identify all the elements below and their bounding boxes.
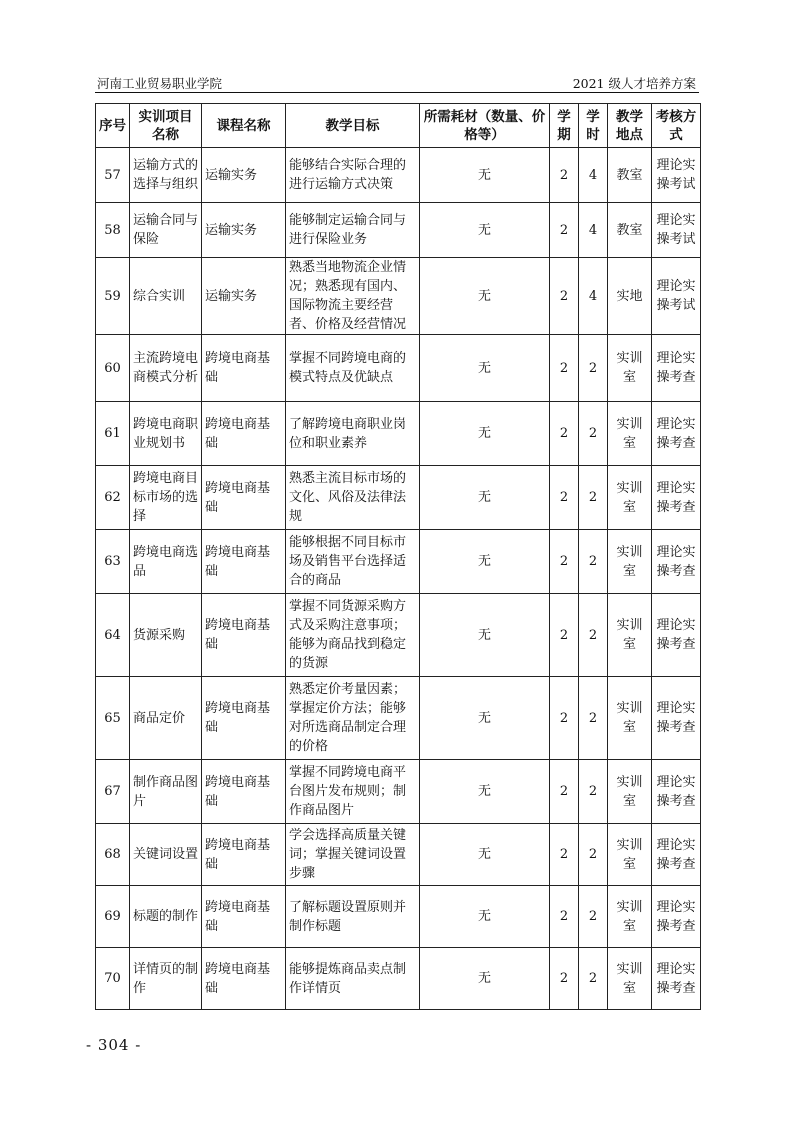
- cell-no: 61: [96, 402, 130, 466]
- cell-term: 2: [550, 148, 579, 203]
- cell-no: 69: [96, 886, 130, 948]
- col-header-place: 教学地点: [608, 104, 652, 148]
- cell-place: 教室: [608, 203, 652, 258]
- cell-materials: 无: [420, 677, 550, 760]
- cell-goal: 掌握不同跨境电商的模式特点及优缺点: [286, 335, 420, 402]
- cell-hours: 4: [579, 258, 608, 335]
- col-header-term: 学期: [550, 104, 579, 148]
- cell-place: 实训室: [608, 760, 652, 824]
- cell-goal: 熟悉当地物流企业情况；熟悉现有国内、国际物流主要经营者、价格及经营情况: [286, 258, 420, 335]
- cell-project: 详情页的制作: [130, 948, 202, 1010]
- table-header-row: [96, 104, 701, 148]
- cell-goal: 能够结合实际合理的进行运输方式决策: [286, 148, 420, 203]
- cell-hours: 2: [579, 824, 608, 886]
- table-row: [96, 335, 701, 402]
- cell-hours: 2: [579, 948, 608, 1010]
- cell-hours: 2: [579, 530, 608, 594]
- cell-no: 60: [96, 335, 130, 402]
- col-header-no: 序号: [96, 104, 130, 148]
- cell-term: 2: [550, 677, 579, 760]
- cell-materials: 无: [420, 948, 550, 1010]
- cell-hours: 4: [579, 148, 608, 203]
- cell-hours: 4: [579, 203, 608, 258]
- cell-assess: 理论实操考试: [652, 258, 701, 335]
- cell-materials: 无: [420, 594, 550, 677]
- cell-hours: 2: [579, 594, 608, 677]
- col-header-course: 课程名称: [202, 104, 286, 148]
- cell-course: 跨境电商基础: [202, 824, 286, 886]
- cell-materials: 无: [420, 402, 550, 466]
- cell-assess: 理论实操考查: [652, 824, 701, 886]
- cell-no: 64: [96, 594, 130, 677]
- cell-goal: 掌握不同跨境电商平台图片发布规则；制作商品图片: [286, 760, 420, 824]
- col-header-materials: 所需耗材（数量、价格等）: [420, 104, 550, 148]
- cell-no: 58: [96, 203, 130, 258]
- cell-assess: 理论实操考查: [652, 335, 701, 402]
- cell-project: 跨境电商目标市场的选择: [130, 466, 202, 530]
- cell-term: 2: [550, 886, 579, 948]
- cell-assess: 理论实操考试: [652, 148, 701, 203]
- cell-goal: 能够提炼商品卖点制作详情页: [286, 948, 420, 1010]
- cell-place: 实训室: [608, 886, 652, 948]
- cell-materials: 无: [420, 203, 550, 258]
- cell-project: 货源采购: [130, 594, 202, 677]
- cell-course: 跨境电商基础: [202, 335, 286, 402]
- cell-no: 68: [96, 824, 130, 886]
- cell-term: 2: [550, 824, 579, 886]
- header-plan-title: 2021 级人才培养方案: [572, 76, 696, 91]
- cell-project: 跨境电商选品: [130, 530, 202, 594]
- cell-no: 62: [96, 466, 130, 530]
- training-table: [95, 103, 701, 1010]
- cell-place: 实地: [608, 258, 652, 335]
- cell-hours: 2: [579, 335, 608, 402]
- col-header-project: 实训项目名称: [130, 104, 202, 148]
- cell-hours: 2: [579, 402, 608, 466]
- cell-place: 实训室: [608, 466, 652, 530]
- table-row: [96, 148, 701, 203]
- cell-term: 2: [550, 760, 579, 824]
- table-row: [96, 760, 701, 824]
- table-row: [96, 258, 701, 335]
- cell-term: 2: [550, 335, 579, 402]
- cell-course: 跨境电商基础: [202, 948, 286, 1010]
- cell-goal: 熟悉定价考量因素；掌握定价方法；能够对所选商品制定合理的价格: [286, 677, 420, 760]
- cell-no: 59: [96, 258, 130, 335]
- cell-materials: 无: [420, 148, 550, 203]
- cell-project: 制作商品图片: [130, 760, 202, 824]
- table-row: [96, 677, 701, 760]
- cell-materials: 无: [420, 335, 550, 402]
- cell-assess: 理论实操考查: [652, 594, 701, 677]
- cell-project: 跨境电商职业规划书: [130, 402, 202, 466]
- page-number: - 304 -: [86, 1036, 142, 1054]
- cell-assess: 理论实操考查: [652, 530, 701, 594]
- cell-no: 63: [96, 530, 130, 594]
- cell-assess: 理论实操考查: [652, 402, 701, 466]
- cell-term: 2: [550, 594, 579, 677]
- cell-term: 2: [550, 530, 579, 594]
- cell-assess: 理论实操考试: [652, 203, 701, 258]
- cell-project: 主流跨境电商模式分析: [130, 335, 202, 402]
- cell-term: 2: [550, 466, 579, 530]
- cell-project: 综合实训: [130, 258, 202, 335]
- cell-goal: 了解标题设置原则并制作标题: [286, 886, 420, 948]
- cell-goal: 掌握不同货源采购方式及采购注意事项；能够为商品找到稳定的货源: [286, 594, 420, 677]
- cell-place: 实训室: [608, 402, 652, 466]
- cell-project: 商品定价: [130, 677, 202, 760]
- header-institution: 河南工业贸易职业学院: [97, 76, 223, 91]
- cell-course: 跨境电商基础: [202, 760, 286, 824]
- cell-place: 实训室: [608, 530, 652, 594]
- table-row: [96, 466, 701, 530]
- cell-goal: 能够制定运输合同与进行保险业务: [286, 203, 420, 258]
- table-row: [96, 824, 701, 886]
- cell-no: 65: [96, 677, 130, 760]
- cell-materials: 无: [420, 466, 550, 530]
- cell-place: 实训室: [608, 594, 652, 677]
- cell-assess: 理论实操考查: [652, 886, 701, 948]
- cell-term: 2: [550, 402, 579, 466]
- cell-place: 教室: [608, 148, 652, 203]
- cell-hours: 2: [579, 760, 608, 824]
- cell-term: 2: [550, 258, 579, 335]
- cell-assess: 理论实操考查: [652, 677, 701, 760]
- cell-course: 运输实务: [202, 148, 286, 203]
- cell-assess: 理论实操考查: [652, 466, 701, 530]
- col-header-hours: 学时: [579, 104, 608, 148]
- table-row: [96, 530, 701, 594]
- table-row: [96, 948, 701, 1010]
- table-row: [96, 886, 701, 948]
- cell-course: 跨境电商基础: [202, 594, 286, 677]
- cell-goal: 熟悉主流目标市场的文化、风俗及法律法规: [286, 466, 420, 530]
- cell-project: 关键词设置: [130, 824, 202, 886]
- cell-hours: 2: [579, 677, 608, 760]
- cell-place: 实训室: [608, 948, 652, 1010]
- cell-place: 实训室: [608, 335, 652, 402]
- cell-materials: 无: [420, 760, 550, 824]
- cell-project: 运输合同与保险: [130, 203, 202, 258]
- cell-materials: 无: [420, 530, 550, 594]
- cell-goal: 能够根据不同目标市场及销售平台选择适合的商品: [286, 530, 420, 594]
- cell-hours: 2: [579, 886, 608, 948]
- col-header-goal: 教学目标: [286, 104, 420, 148]
- cell-course: 跨境电商基础: [202, 466, 286, 530]
- header-rule: [95, 92, 699, 93]
- cell-no: 57: [96, 148, 130, 203]
- cell-course: 跨境电商基础: [202, 677, 286, 760]
- cell-place: 实训室: [608, 677, 652, 760]
- cell-course: 运输实务: [202, 203, 286, 258]
- table-row: [96, 402, 701, 466]
- cell-place: 实训室: [608, 824, 652, 886]
- cell-course: 跨境电商基础: [202, 402, 286, 466]
- cell-term: 2: [550, 203, 579, 258]
- cell-goal: 学会选择高质量关键词；掌握关键词设置步骤: [286, 824, 420, 886]
- cell-course: 跨境电商基础: [202, 886, 286, 948]
- cell-no: 70: [96, 948, 130, 1010]
- cell-assess: 理论实操考查: [652, 948, 701, 1010]
- cell-term: 2: [550, 948, 579, 1010]
- cell-materials: 无: [420, 824, 550, 886]
- cell-course: 跨境电商基础: [202, 530, 286, 594]
- cell-hours: 2: [579, 466, 608, 530]
- cell-goal: 了解跨境电商职业岗位和职业素养: [286, 402, 420, 466]
- cell-materials: 无: [420, 886, 550, 948]
- col-header-assess: 考核方式: [652, 104, 701, 148]
- cell-assess: 理论实操考查: [652, 760, 701, 824]
- table-row: [96, 203, 701, 258]
- cell-project: 运输方式的选择与组织: [130, 148, 202, 203]
- table-row: [96, 594, 701, 677]
- cell-no: 67: [96, 760, 130, 824]
- cell-materials: 无: [420, 258, 550, 335]
- cell-project: 标题的制作: [130, 886, 202, 948]
- cell-course: 运输实务: [202, 258, 286, 335]
